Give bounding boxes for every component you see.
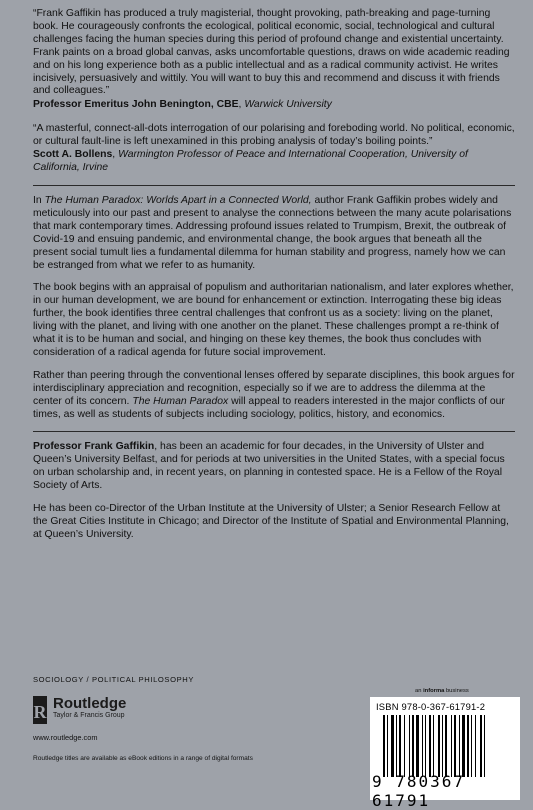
barcode-stripe bbox=[475, 715, 476, 777]
barcode-stripe bbox=[462, 715, 465, 777]
publisher-group: Taylor & Francis Group bbox=[53, 712, 125, 719]
endorser-affiliation-1: Warwick University bbox=[244, 99, 332, 111]
author-bio-1: Professor Frank Gaffikin, has been an academic for four decades, in the University of Ulster and Queen’s University Belfast, and for periods at two universities in the United States, with a special focus on urban scholarship and, in recent years, on planning in contested space. He is a Fellow of the Royal Society of Arts. bbox=[33, 441, 505, 492]
ebook-note: Routledge titles are available as eBook editions in a range of digital formats bbox=[33, 755, 253, 762]
barcode-stripe bbox=[409, 715, 410, 777]
endorsement-attribution-1: Professor Emeritus John Benington, CBE, Warwick University bbox=[33, 99, 332, 111]
barcode-stripe bbox=[387, 715, 388, 777]
publisher-logo bbox=[33, 696, 126, 724]
isbn-text: ISBN 978-0-367-61791-2 bbox=[376, 701, 486, 712]
description-paragraph-2: The book begins with an appraisal of populism and authoritarian nationalism, and later explores whether, in our human development, we are bound for enhancement or extinction. Interrogating these big ideas further, the book identifies three central challenges that confront us as a society: living on the planet, living with the planet, and living with one another on the planet. These challenges prompt a re-think of what it is to be human and social, and hinging on these key themes, the book thus concludes with consideration of a radical agenda for future social improvement. bbox=[33, 282, 514, 358]
author-name: Professor Frank Gaffikin bbox=[33, 441, 155, 453]
barcode-stripe bbox=[412, 715, 414, 777]
barcode-stripe bbox=[454, 715, 456, 777]
book-title: The Human Paradox: Worlds Apart in a Connected World, bbox=[44, 194, 312, 206]
publisher-name: Routledge bbox=[53, 695, 127, 712]
barcode-stripe bbox=[484, 715, 485, 777]
barcode-stripe bbox=[391, 715, 394, 777]
author-bio-2: He has been co-Director of the Urban Institute at the University of Ulster; a Senior Research Fellow at the Great Cities Institute in Chicago; and Director of the Institute of Spatial and Environmental Planning, at Queen’s University. bbox=[33, 503, 509, 540]
book-title-short: The Human Paradox bbox=[132, 395, 229, 407]
informa-business: an informa business bbox=[415, 688, 469, 694]
barcode-stripe bbox=[438, 715, 440, 777]
endorsement-quote-1: “Frank Gaffikin has produced a truly magisterial, thought provoking, path-breaking and page-turning book. He courageously confronts the ecological, political economic, social, technological and cultural challenges facing the human species during this period of profound change and existential uncertainty. Frank paints on a broad global canvas, asks uncomfortable questions, draws on wide academic reading and on his long experience both as a public intellectual and as a radical community activist. He writes incisively, persuasively and wittily. You will want to buy this and recommend and discuss it with friends and colleagues.” bbox=[33, 8, 510, 97]
barcode-stripe bbox=[396, 715, 397, 777]
barcode-digits: 9 780367 61791 bbox=[372, 772, 466, 810]
routledge-emblem-icon bbox=[33, 696, 47, 724]
barcode-stripe bbox=[459, 715, 460, 777]
barcode bbox=[370, 697, 520, 810]
barcode-stripe bbox=[383, 715, 385, 777]
description-paragraph-1: In The Human Paradox: Worlds Apart in a Connected World, author Frank Gaffikin probes widely and meticulously into our past and present to analyse the connections between the many acute polarisations that mark contemporary times. Addressing profound issues related to Trumpism, Brexit, the outbreak of Covid-19 and ensuing pandemic, and environmental change, the book argues that beneath all the present social tumult lies a fundamental dilemma for human stability and progress, namely how we can be estranged from what we refer to as humanity. bbox=[33, 194, 512, 271]
barcode-stripe bbox=[425, 715, 426, 777]
barcode-stripe bbox=[480, 715, 482, 777]
endorser-affiliation-2: Warmington Professor of Peace and International Cooperation, University of California, Irvine bbox=[33, 149, 468, 174]
barcode-stripe bbox=[416, 715, 419, 777]
back-cover-text bbox=[33, 8, 515, 552]
barcode-stripe bbox=[404, 715, 405, 777]
publisher-url[interactable]: www.routledge.com bbox=[33, 733, 98, 742]
endorsement-quote-2: “A masterful, connect-all-dots interrogation of our polarising and foreboding world. No political, economic, or cultural fault-line is left unexamined in this probing analysis of today’s boiling points.” bbox=[33, 123, 515, 148]
barcode-stripe bbox=[429, 715, 431, 777]
endorsement-attribution-2: Scott A. Bollens, Warmington Professor of Peace and International Cooperation, University of California, Irvine bbox=[33, 149, 468, 174]
barcode-stripe bbox=[433, 715, 434, 777]
subject-category: SOCIOLOGY / POLITICAL PHILOSOPHY bbox=[33, 675, 194, 684]
barcode-stripe bbox=[442, 715, 443, 777]
barcode-stripe bbox=[467, 715, 469, 777]
barcode-bars bbox=[383, 715, 508, 777]
endorser-name-2: Scott A. Bollens bbox=[33, 149, 113, 161]
divider-2 bbox=[33, 431, 515, 432]
description-paragraph-3: Rather than peering through the conventional lenses offered by separate disciplines, this book argues for interdisciplinary appreciation and recognition, especially so if we are to address the dilemma at the center of its concern. The Human Paradox will appeal to readers interested in the major conflicts of our times, as well as students of subjects including sociology, politics, history, and economics. bbox=[33, 369, 515, 420]
barcode-stripe bbox=[422, 715, 423, 777]
barcode-stripe bbox=[445, 715, 447, 777]
barcode-stripe bbox=[471, 715, 472, 777]
barcode-stripe bbox=[399, 715, 401, 777]
endorser-name-1: Professor Emeritus John Benington, CBE bbox=[33, 99, 239, 111]
divider bbox=[33, 185, 515, 186]
svg-text:R: R bbox=[33, 702, 47, 722]
barcode-stripe bbox=[451, 715, 452, 777]
